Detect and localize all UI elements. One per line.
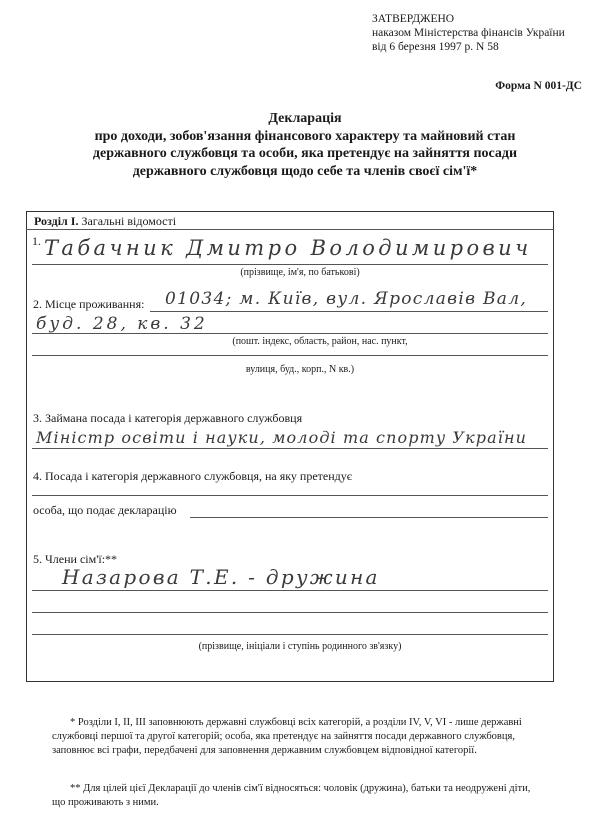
field2-line3 xyxy=(32,355,548,356)
field5-caption: (прізвище, ініціали і ступінь родинного зв'язку) xyxy=(198,641,402,652)
footnote-1 xyxy=(52,716,592,758)
footnote-2 xyxy=(52,782,592,810)
field5-line3 xyxy=(32,634,548,635)
field5-line1 xyxy=(32,590,548,591)
section-name: Загальні відомості xyxy=(81,214,177,228)
field2-line2 xyxy=(32,333,548,334)
field2-caption-2: вулиця, буд., корп., N кв.) xyxy=(245,364,355,375)
section-label: Розділ I. xyxy=(34,214,79,228)
field4-line1 xyxy=(32,495,548,496)
footnote-1-line-3: заповнює всі графи, передбачені для заповнення державним службовцем відповідної категорії. xyxy=(52,745,477,756)
section-divider xyxy=(26,229,554,230)
footnote-1-line-1: * Розділи I, II, III заповнюють державні службовці всіх категорій, а розділи IV, V, VI - лише державні xyxy=(70,717,522,728)
field4-sublabel: особа, що подає декларацію xyxy=(33,503,177,517)
field2-handwritten-line2: буд. 28, кв. 32 xyxy=(36,314,208,334)
field1-handwritten-name: Табачник Дмитро Володимирович xyxy=(44,236,532,260)
approval-order: наказом Міністерства фінансів України xyxy=(372,27,565,39)
field4-label: 4. Посада і категорія державного службовця, на яку претендує xyxy=(33,469,352,483)
title-line-3: державного службовця та особи, яка претендує на зайняття посади xyxy=(92,146,518,161)
field2-line1 xyxy=(150,311,548,312)
footnote-2-line-2: що проживають з ними. xyxy=(52,797,159,808)
field1-line xyxy=(32,264,548,265)
field2-label: 2. Місце проживання: xyxy=(33,297,145,311)
footnote-2-line-1: ** Для цілей цієї Декларації до членів сім'ї відносяться: чоловік (дружина), батьки та неодружені діти, xyxy=(70,783,531,794)
field2-handwritten-line1: 01034; м. Київ, вул. Ярославів Вал, xyxy=(165,289,528,309)
field1-number: 1. xyxy=(32,234,41,248)
field1-caption: (прізвище, ім'я, по батькові) xyxy=(240,267,360,278)
section-heading xyxy=(34,214,176,229)
field4-line2 xyxy=(190,517,548,518)
field5-label: 5. Члени сім'ї:** xyxy=(33,552,118,566)
form-number: Форма N 001-ДС xyxy=(495,80,582,92)
title-line-2: про доходи, зобов'язання фінансового характеру та майновий стан xyxy=(94,128,516,144)
field3-handwritten-position: Міністр освіти і науки, молоді та спорту України xyxy=(36,428,527,447)
field3-line xyxy=(32,448,548,449)
approval-date: від 6 березня 1997 р. N 58 xyxy=(372,41,499,53)
title-line-4: державного службовця щодо себе та членів своєї сім'ї* xyxy=(132,163,478,179)
field3-label: 3. Займана посада і категорія державного службовця xyxy=(33,411,303,425)
field2-caption-1: (пошт. індекс, область, район, нас. пункт, xyxy=(232,336,408,347)
document-title xyxy=(40,110,570,180)
approval-heading: ЗАТВЕРДЖЕНО xyxy=(372,13,455,25)
footnote-1-line-2: службовці першої та другої категорій; особа, яка претендує на зайняття посади державного службовця, xyxy=(52,731,515,742)
field5-line2 xyxy=(32,612,548,613)
title-line-1: Декларація xyxy=(268,111,342,126)
field5-handwritten-member: Назарова Т.Е. - дружина xyxy=(62,565,380,589)
approval-block xyxy=(372,12,594,54)
